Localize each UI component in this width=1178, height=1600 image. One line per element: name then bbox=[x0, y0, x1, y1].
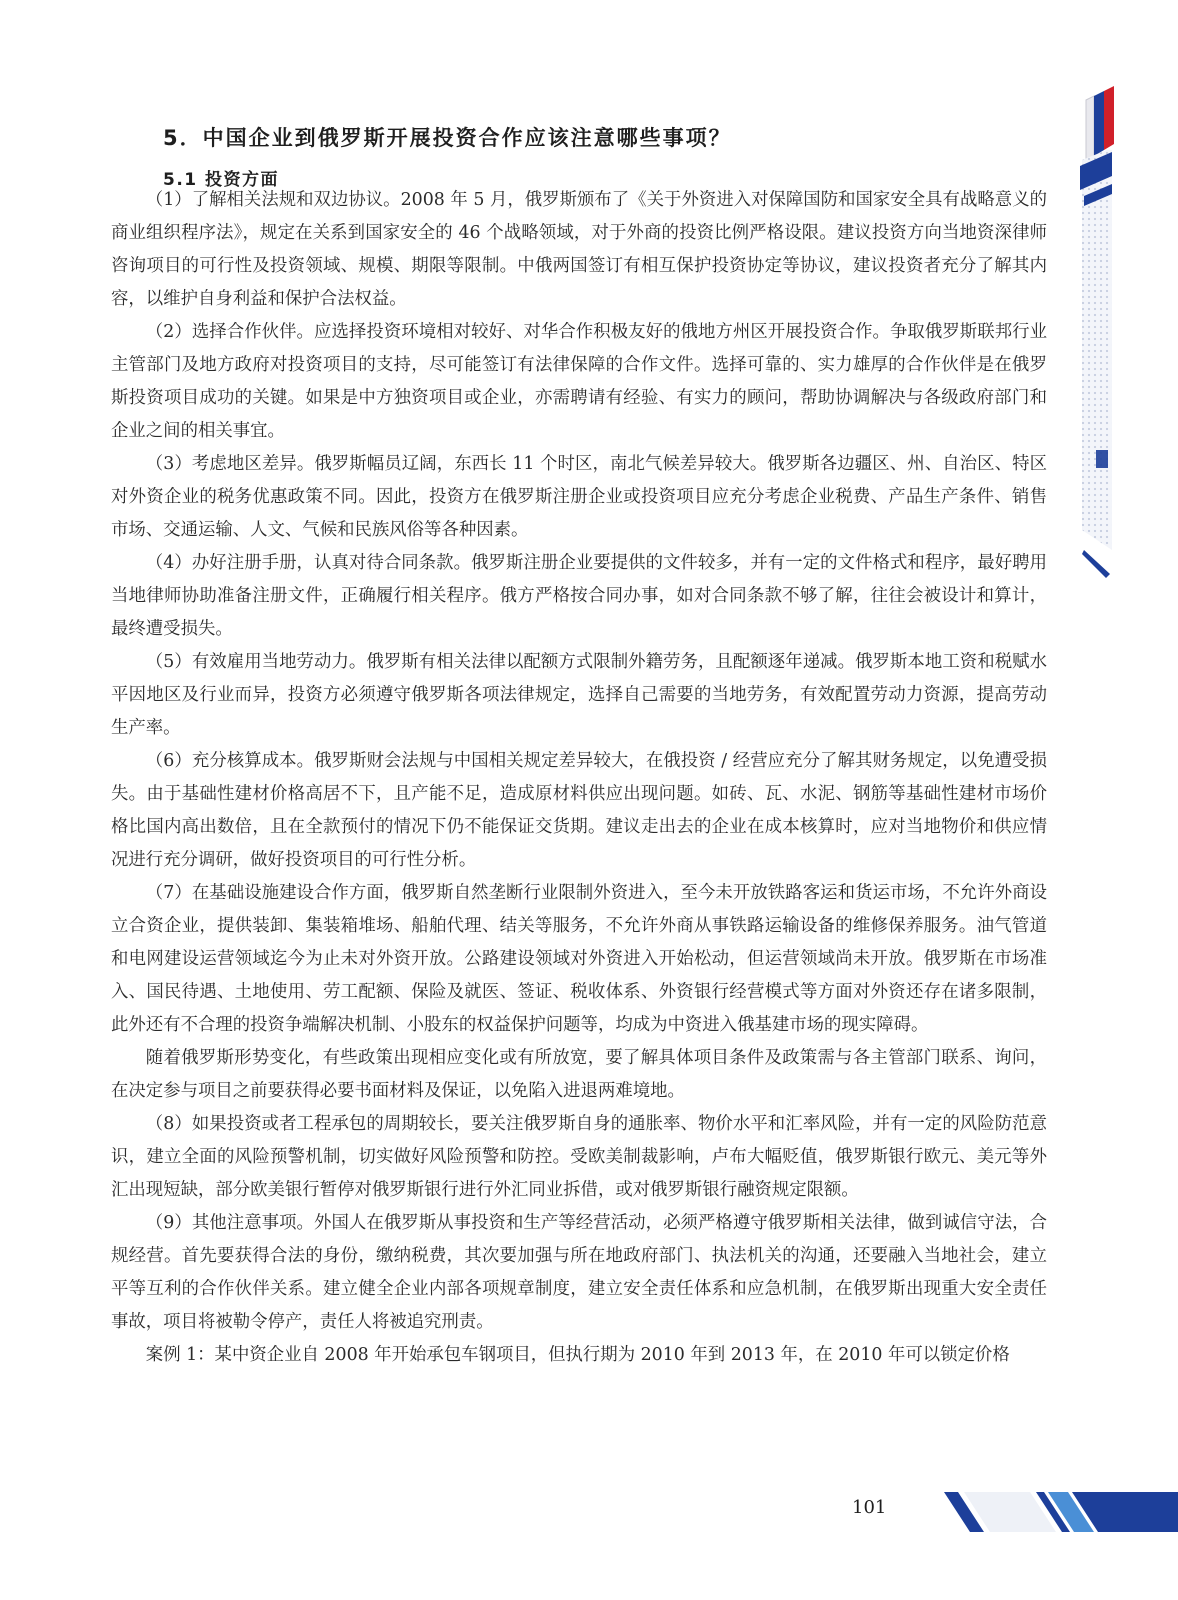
footer-stripe-decoration bbox=[944, 1492, 1178, 1536]
page-number: 101 bbox=[852, 1497, 887, 1518]
paragraph: （1）了解相关法规和双边协议。2008 年 5 月，俄罗斯颁布了《关于外资进入对保障国防和国家安全具有战略意义的商业组织程序法》，规定在关系到国家安全的 46 个战略领域，对于外商的投资比例严格设限。建议投资方向当地资深律师咨询项目的可行性及投资领域、规模、期限等限制。中俄两国签订有相互保护投资协定等协议，建议投资者充分了解其内容，以维护自身利益和保护合法权益。 bbox=[111, 190, 1047, 309]
paragraph: 案例 1：某中资企业自 2008 年开始承包车钢项目，但执行期为 2010 年到 2013 年，在 2010 年可以锁定价格 bbox=[145, 1345, 1010, 1365]
paragraph: （2）选择合作伙伴。应选择投资环境相对较好、对华合作积极友好的俄地方州区开展投资合作。争取俄罗斯联邦行业主管部门及地方政府对投资项目的支持，尽可能签订有法律保障的合作文件。选择可靠的、实力雄厚的合作伙伴是在俄罗斯投资项目成功的关键。如果是中方独资项目或企业，亦需聘请有经验、有实力的顾问，帮助协调解决与各级政府部门和企业之间的相关事宜。 bbox=[111, 322, 1047, 441]
paragraph: （3）考虑地区差异。俄罗斯幅员辽阔，东西长 11 个时区，南北气候差异较大。俄罗斯各边疆区、州、自治区、特区对外资企业的税务优惠政策不同。因此，投资方在俄罗斯注册企业或投资项目应充分考虑企业税费、产品生产条件、销售市场、交通运输、人文、气候和民族风俗等各种因素。 bbox=[111, 454, 1047, 540]
paragraph: 随着俄罗斯形势变化，有些政策出现相应变化或有所放宽，要了解具体项目条件及政策需与各主管部门联系、询问，在决定参与项目之前要获得必要书面材料及保证，以免陷入进退两难境地。 bbox=[111, 1048, 1047, 1101]
paragraph: （7）在基础设施建设合作方面，俄罗斯自然垄断行业限制外资进入，至今未开放铁路客运和货运市场，不允许外商设立合资企业，提供装卸、集装箱堆场、船舶代理、结关等服务，不允许外商从事铁路运输设备的维修保养服务。油气管道和电网建设运营领域迄今为止未对外资开放。公路建设领域对外资进入开始松动，但运营领域尚未开放。俄罗斯在市场准入、国民待遇、土地使用、劳工配额、保险及就医、签证、税收体系、外资银行经营模式等方面对外资还存在诸多限制，此外还有不合理的投资争端解决机制、小股东的权益保护问题等，均成为中资进入俄基建市场的现实障碍。 bbox=[111, 883, 1047, 1035]
body-text bbox=[111, 184, 1047, 1372]
paragraph: （4）办好注册手册，认真对待合同条款。俄罗斯注册企业要提供的文件较多，并有一定的文件格式和程序，最好聘用当地律师协助准备注册文件，正确履行相关程序。俄方严格按合同办事，如对合同条款不够了解，往往会被设计和算计，最终遭受损失。 bbox=[111, 553, 1047, 639]
paragraph: （5）有效雇用当地劳动力。俄罗斯有相关法律以配额方式限制外籍劳务，且配额逐年递减。俄罗斯本地工资和税赋水平因地区及行业而异，投资方必须遵守俄罗斯各项法律规定，选择自己需要的当地劳务，有效配置劳动力资源，提高劳动生产率。 bbox=[111, 652, 1047, 738]
subsection-heading: 5.1 投资方面 bbox=[163, 170, 280, 191]
paragraph: （8）如果投资或者工程承包的周期较长，要关注俄罗斯自身的通胀率、物价水平和汇率风险，并有一定的风险防范意识，建立全面的风险预警机制，切实做好风险预警和防控。受欧美制裁影响，卢布大幅贬值，俄罗斯银行欧元、美元等外汇出现短缺，部分欧美银行暂停对俄罗斯银行进行外汇同业拆借，或对俄罗斯银行融资规定限额。 bbox=[111, 1114, 1047, 1200]
section-heading: 5．中国企业到俄罗斯开展投资合作应该注意哪些事项？ bbox=[163, 126, 732, 151]
paragraph: （6）充分核算成本。俄罗斯财会法规与中国相关规定差异较大，在俄投资 / 经营应充分了解其财务规定，以免遭受损失。由于基础性建材价格高居不下，且产能不足，造成原材料供应出现问题。如砖、瓦、水泥、钢筋等基础性建材市场价格比国内高出数倍，且在全款预付的情况下仍不能保证交货期。建议走出去的企业在成本核算时，应对当地物价和供应情况进行充分调研，做好投资项目的可行性分析。 bbox=[111, 751, 1047, 870]
side-stripe-decoration bbox=[1074, 150, 1114, 580]
paragraph: （9）其他注意事项。外国人在俄罗斯从事投资和生产等经营活动，必须严格遵守俄罗斯相关法律，做到诚信守法，合规经营。首先要获得合法的身份，缴纳税费，其次要加强与所在地政府部门、执法机关的沟通，还要融入当地社会，建立平等互利的合作伙伴关系。建立健全企业内部各项规章制度，建立安全责任体系和应急机制，在俄罗斯出现重大安全责任事故，项目将被勒令停产，责任人将被追究刑责。 bbox=[111, 1213, 1047, 1332]
